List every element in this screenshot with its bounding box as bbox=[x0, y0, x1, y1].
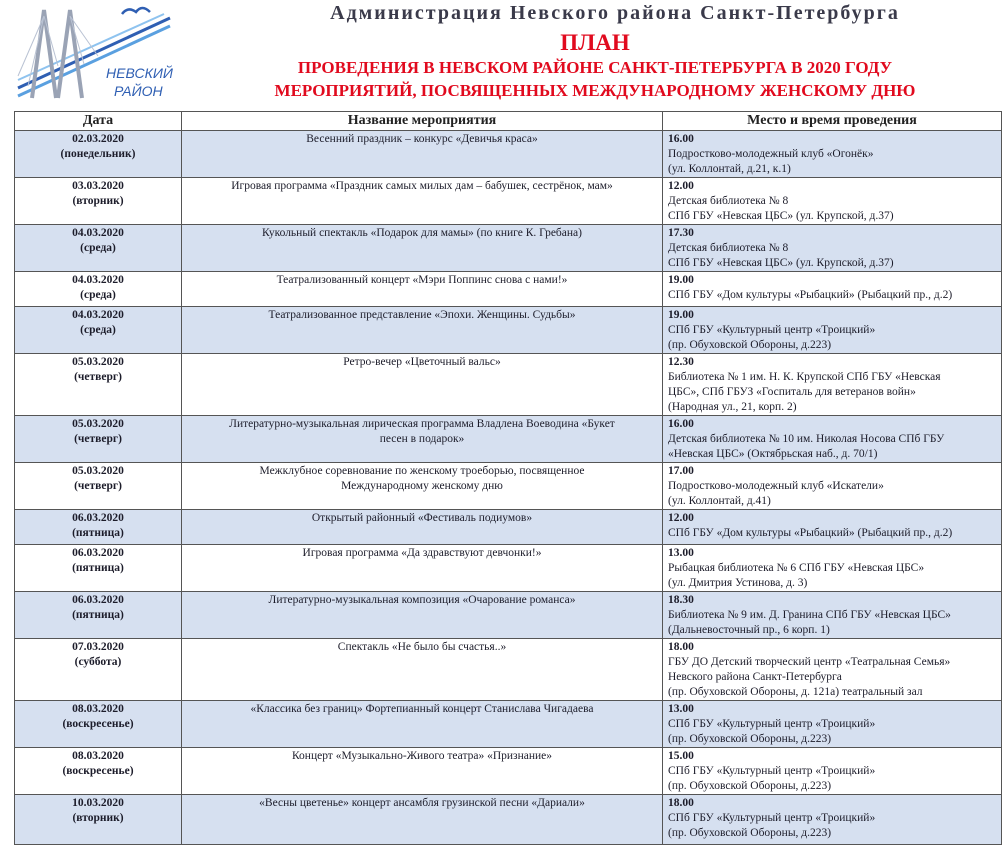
event-place-line: (пр. Обуховской Обороны, д. 121а) театральный зал bbox=[668, 686, 923, 698]
event-date: 04.03.2020 bbox=[72, 274, 124, 286]
event-place-line: СПб ГБУ «Культурный центр «Троицкий» bbox=[668, 718, 876, 730]
event-place-line: (Народная ул., 21, корп. 2) bbox=[668, 401, 797, 413]
event-place-line: Рыбацкая библиотека № 6 СПб ГБУ «Невская ЦБС» bbox=[668, 562, 925, 574]
event-name-cell bbox=[182, 510, 663, 545]
event-place-line: Подростково-молодежный клуб «Огонёк» bbox=[668, 148, 874, 160]
event-name-cell bbox=[182, 225, 663, 272]
event-date-cell bbox=[15, 701, 182, 748]
event-time: 16.00 bbox=[668, 133, 694, 145]
event-time: 13.00 bbox=[668, 703, 694, 715]
event-date: 05.03.2020 bbox=[72, 418, 124, 430]
event-place-line: Детская библиотека № 8 bbox=[668, 195, 789, 207]
event-place-line: СПб ГБУ «Невская ЦБС» (ул. Крупской, д.37) bbox=[668, 257, 894, 269]
event-name-line: Театрализованный концерт «Мэри Поппинс снова с нами!» bbox=[276, 274, 568, 286]
table-row bbox=[15, 354, 1002, 416]
event-name-line: Открытый районный «Фестиваль подиумов» bbox=[311, 512, 533, 524]
event-name-line: Игровая программа «Праздник самых милых дам – бабушек, сестрёнок, мам» bbox=[231, 180, 613, 192]
table-row bbox=[15, 178, 1002, 225]
event-place-cell bbox=[663, 272, 1002, 307]
event-name-line: Межклубное соревнование по женскому троеборью, посвященное bbox=[259, 465, 585, 477]
column-header-date: Дата bbox=[15, 112, 182, 131]
event-place-line: Детская библиотека № 10 им. Николая Носова СПб ГБУ bbox=[668, 433, 945, 445]
event-time: 12.30 bbox=[668, 356, 694, 368]
column-header-place-time: Место и время проведения bbox=[663, 112, 1002, 131]
event-name-line: Международному женскому дню bbox=[341, 480, 503, 492]
event-weekday: (пятница) bbox=[72, 527, 124, 539]
table-row bbox=[15, 131, 1002, 178]
event-weekday: (четверг) bbox=[74, 371, 122, 383]
event-name-line: Литературно-музыкальная лирическая программа Владлена Воеводина «Букет bbox=[229, 418, 615, 430]
event-name-cell bbox=[182, 463, 663, 510]
event-place-line: СПб ГБУ «Невская ЦБС» (ул. Крупской, д.37) bbox=[668, 210, 894, 222]
event-name-line: Театрализованное представление «Эпохи. Женщины. Судьбы» bbox=[268, 309, 576, 321]
table-row bbox=[15, 510, 1002, 545]
event-place-cell bbox=[663, 701, 1002, 748]
event-time: 18.00 bbox=[668, 641, 694, 653]
event-date: 04.03.2020 bbox=[72, 227, 124, 239]
event-date: 05.03.2020 bbox=[72, 465, 124, 477]
event-time: 17.30 bbox=[668, 227, 694, 239]
event-date-cell bbox=[15, 795, 182, 845]
table-row bbox=[15, 463, 1002, 510]
event-date-cell bbox=[15, 545, 182, 592]
event-place-line: (ул. Коллонтай, д.41) bbox=[668, 495, 771, 507]
event-time: 19.00 bbox=[668, 309, 694, 321]
table-row bbox=[15, 795, 1002, 845]
event-place-line: СПб ГБУ «Культурный центр «Троицкий» bbox=[668, 812, 876, 824]
table-row bbox=[15, 307, 1002, 354]
event-name-line: Кукольный спектакль «Подарок для мамы» (по книге К. Гребана) bbox=[262, 227, 582, 239]
event-date: 06.03.2020 bbox=[72, 512, 124, 524]
table-row bbox=[15, 701, 1002, 748]
event-place-line: (пр. Обуховской Обороны, д.223) bbox=[668, 339, 832, 351]
event-name-cell bbox=[182, 545, 663, 592]
event-place-line: Невского района Санкт-Петербурга bbox=[668, 671, 842, 683]
event-weekday: (суббота) bbox=[74, 656, 122, 668]
event-date-cell bbox=[15, 463, 182, 510]
event-date-cell bbox=[15, 592, 182, 639]
event-place-cell bbox=[663, 178, 1002, 225]
event-date-cell bbox=[15, 272, 182, 307]
event-time: 15.00 bbox=[668, 750, 694, 762]
event-date: 04.03.2020 bbox=[72, 309, 124, 321]
table-row bbox=[15, 225, 1002, 272]
event-name-line: Весенний праздник – конкурс «Девичья краса» bbox=[306, 133, 538, 145]
event-date-cell bbox=[15, 225, 182, 272]
event-name-line: песен в подарок» bbox=[379, 433, 465, 445]
event-place-line: Подростково-молодежный клуб «Искатели» bbox=[668, 480, 884, 492]
event-place-cell bbox=[663, 639, 1002, 701]
event-date-cell bbox=[15, 416, 182, 463]
event-place-cell bbox=[663, 354, 1002, 416]
event-time: 12.00 bbox=[668, 512, 694, 524]
event-date-cell bbox=[15, 178, 182, 225]
event-place-line: (ул. Дмитрия Устинова, д. 3) bbox=[668, 577, 808, 589]
event-name-cell bbox=[182, 272, 663, 307]
event-place-line: ГБУ ДО Детский творческий центр «Театральная Семья» bbox=[668, 656, 951, 668]
event-name-line: Концерт «Музыкально-Живого театра» «Признание» bbox=[291, 750, 553, 762]
event-name-cell bbox=[182, 639, 663, 701]
event-place-cell bbox=[663, 463, 1002, 510]
event-date: 08.03.2020 bbox=[72, 703, 124, 715]
event-weekday: (четверг) bbox=[74, 480, 122, 492]
event-place-line: (пр. Обуховской Обороны, д.223) bbox=[668, 780, 832, 792]
table-row bbox=[15, 416, 1002, 463]
event-weekday: (воскресенье) bbox=[62, 765, 134, 777]
event-time: 12.00 bbox=[668, 180, 694, 192]
event-place-line: ЦБС», СПб ГБУЗ «Госпиталь для ветеранов войн» bbox=[668, 386, 916, 398]
plan-title: ПЛАН bbox=[560, 30, 630, 55]
event-name-line: «Классика без границ» Фортепианный концерт Станислава Чигадаева bbox=[250, 703, 594, 715]
event-name-cell bbox=[182, 795, 663, 845]
event-date: 07.03.2020 bbox=[72, 641, 124, 653]
event-place-line: Библиотека № 9 им. Д. Гранина СПб ГБУ «Невская ЦБС» bbox=[668, 609, 951, 621]
event-place-cell bbox=[663, 131, 1002, 178]
event-time: 16.00 bbox=[668, 418, 694, 430]
subtitle-line-1: ПРОВЕДЕНИЯ В НЕВСКОМ РАЙОНЕ САНКТ-ПЕТЕРБУРГА В 2020 ГОДУ bbox=[297, 58, 893, 77]
event-time: 19.00 bbox=[668, 274, 694, 286]
event-time: 18.00 bbox=[668, 797, 694, 809]
event-time: 17.00 bbox=[668, 465, 694, 477]
table-row bbox=[15, 748, 1002, 795]
events-table bbox=[14, 111, 1002, 845]
subtitle-line-2: МЕРОПРИЯТИЙ, ПОСВЯЩЕННЫХ МЕЖДУНАРОДНОМУ ЖЕНСКОМУ ДНЮ bbox=[274, 81, 916, 100]
event-place-cell bbox=[663, 416, 1002, 463]
logo-text-line2: РАЙОН bbox=[114, 83, 163, 99]
event-weekday: (вторник) bbox=[72, 195, 124, 207]
table-row bbox=[15, 545, 1002, 592]
event-date-cell bbox=[15, 354, 182, 416]
event-weekday: (среда) bbox=[80, 324, 116, 336]
event-weekday: (воскресенье) bbox=[62, 718, 134, 730]
event-place-cell bbox=[663, 545, 1002, 592]
event-name-cell bbox=[182, 354, 663, 416]
event-name-cell bbox=[182, 307, 663, 354]
event-place-cell bbox=[663, 748, 1002, 795]
event-name-cell bbox=[182, 592, 663, 639]
table-row bbox=[15, 272, 1002, 307]
logo-text-line1: НЕВСКИЙ bbox=[106, 65, 173, 81]
event-date: 02.03.2020 bbox=[72, 133, 124, 145]
event-place-line: Библиотека № 1 им. Н. К. Крупской СПб ГБУ «Невская bbox=[668, 371, 941, 383]
event-place-line: СПб ГБУ «Дом культуры «Рыбацкий» (Рыбацкий пр., д.2) bbox=[668, 289, 953, 301]
event-date: 05.03.2020 bbox=[72, 356, 124, 368]
event-date-cell bbox=[15, 639, 182, 701]
event-place-cell bbox=[663, 510, 1002, 545]
event-name-cell bbox=[182, 131, 663, 178]
event-place-line: (пр. Обуховской Обороны, д.223) bbox=[668, 827, 832, 839]
event-name-cell bbox=[182, 178, 663, 225]
event-weekday: (вторник) bbox=[72, 812, 124, 824]
event-place-line: СПб ГБУ «Дом культуры «Рыбацкий» (Рыбацкий пр., д.2) bbox=[668, 527, 953, 539]
event-weekday: (пятница) bbox=[72, 609, 124, 621]
event-place-cell bbox=[663, 795, 1002, 845]
event-place-line: СПб ГБУ «Культурный центр «Троицкий» bbox=[668, 324, 876, 336]
event-weekday: (четверг) bbox=[74, 433, 122, 445]
event-date-cell bbox=[15, 307, 182, 354]
event-date-cell bbox=[15, 510, 182, 545]
nevsky-district-logo bbox=[14, 6, 174, 104]
event-place-cell bbox=[663, 307, 1002, 354]
event-name-line: «Весны цветенье» концерт ансамбля грузинской песни «Дариали» bbox=[259, 797, 585, 809]
event-place-line: «Невская ЦБС» (Октябрьская наб., д. 70/1) bbox=[668, 448, 878, 460]
event-place-line: Детская библиотека № 8 bbox=[668, 242, 789, 254]
event-place-cell bbox=[663, 592, 1002, 639]
event-place-line: (Дальневосточный пр., 6 корп. 1) bbox=[668, 624, 830, 636]
event-name-line: Спектакль «Не было бы счастья..» bbox=[337, 641, 507, 653]
event-name-cell bbox=[182, 416, 663, 463]
event-name-line: Ретро-вечер «Цветочный вальс» bbox=[343, 356, 501, 368]
event-date: 06.03.2020 bbox=[72, 594, 124, 606]
event-weekday: (среда) bbox=[80, 289, 116, 301]
table-row bbox=[15, 639, 1002, 701]
bridge-logo-icon bbox=[14, 6, 174, 104]
table-header-row bbox=[15, 112, 1002, 131]
event-place-cell bbox=[663, 225, 1002, 272]
event-name-line: Игровая программа «Да здравствуют девчонки!» bbox=[302, 547, 542, 559]
event-date-cell bbox=[15, 748, 182, 795]
organization-title: Администрация Невского района Санкт-Петербурга bbox=[330, 2, 900, 24]
event-weekday: (понедельник) bbox=[60, 148, 136, 160]
event-name-line: Литературно-музыкальная композиция «Очарование романса» bbox=[268, 594, 576, 606]
event-place-line: (ул. Коллонтай, д.21, к.1) bbox=[668, 163, 791, 175]
event-date: 10.03.2020 bbox=[72, 797, 124, 809]
event-weekday: (пятница) bbox=[72, 562, 124, 574]
event-weekday: (среда) bbox=[80, 242, 116, 254]
event-date: 08.03.2020 bbox=[72, 750, 124, 762]
event-name-cell bbox=[182, 748, 663, 795]
event-date: 03.03.2020 bbox=[72, 180, 124, 192]
table-row bbox=[15, 592, 1002, 639]
event-time: 18.30 bbox=[668, 594, 694, 606]
event-place-line: (пр. Обуховской Обороны, д.223) bbox=[668, 733, 832, 745]
event-date: 06.03.2020 bbox=[72, 547, 124, 559]
event-name-cell bbox=[182, 701, 663, 748]
column-header-event-name: Название мероприятия bbox=[182, 112, 663, 131]
event-place-line: СПб ГБУ «Культурный центр «Троицкий» bbox=[668, 765, 876, 777]
event-date-cell bbox=[15, 131, 182, 178]
event-time: 13.00 bbox=[668, 547, 694, 559]
